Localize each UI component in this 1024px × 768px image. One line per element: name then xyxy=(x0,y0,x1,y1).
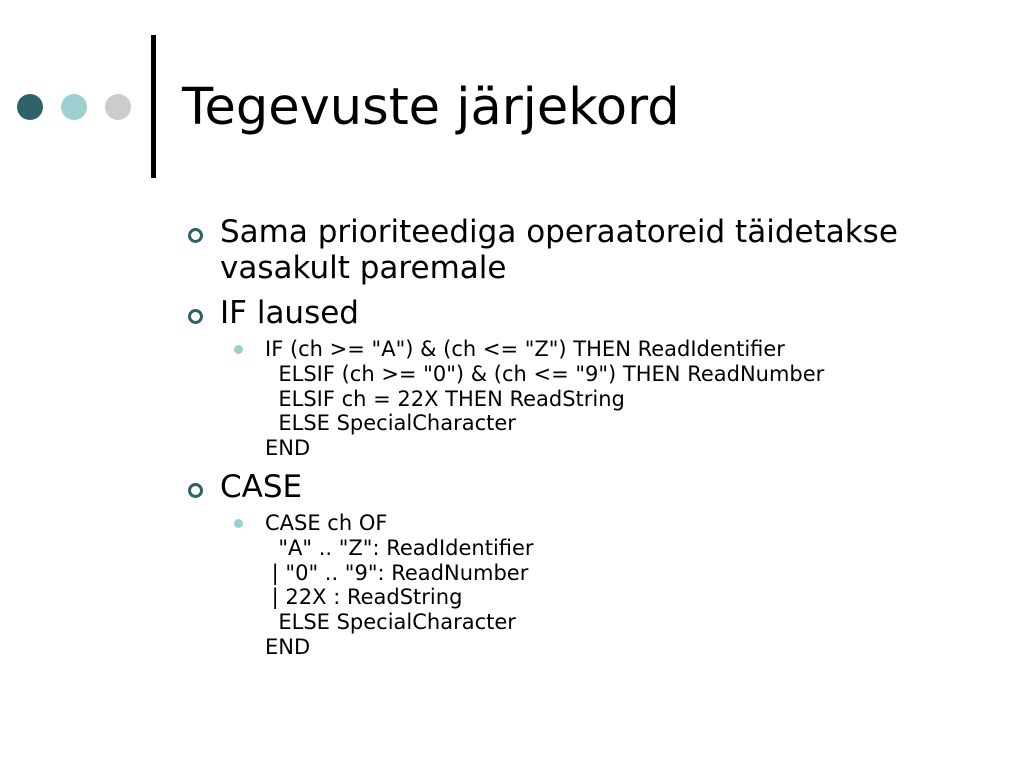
gray-dot-icon xyxy=(105,94,131,120)
bullet-item-operator-order xyxy=(185,214,975,286)
ring-bullet-icon xyxy=(188,309,203,324)
code-line: ELSIF (ch >= "0") & (ch <= "9") THEN ReadNumber xyxy=(265,361,825,386)
sub-bullet-case-code xyxy=(220,511,975,660)
code-line: IF (ch >= "A") & (ch <= "Z") THEN ReadIdentifier xyxy=(265,337,785,361)
code-line: END xyxy=(265,634,311,659)
title-divider xyxy=(151,35,156,178)
bullet-item-case xyxy=(185,469,975,505)
bullet-text-line: vasakult paremale xyxy=(220,250,507,286)
code-line: CASE ch OF xyxy=(265,510,388,535)
dot-bullet-icon xyxy=(234,345,243,354)
ring-bullet-icon xyxy=(188,483,203,498)
bullet-item-if xyxy=(185,295,975,331)
code-line: | 22X : ReadString xyxy=(265,585,463,610)
code-line: END xyxy=(265,436,311,461)
code-line: | "0" .. "9": ReadNumber xyxy=(265,560,529,585)
sub-bullet-if-code xyxy=(220,337,975,461)
code-line: ELSE SpecialCharacter xyxy=(265,610,516,635)
bullet-text-line: IF laused xyxy=(220,295,359,331)
dark-dot-icon xyxy=(17,94,43,120)
slide-body xyxy=(185,214,975,660)
ring-bullet-icon xyxy=(188,228,203,243)
bullet-text-line: CASE xyxy=(220,468,303,505)
slide-title: Tegevuste järjekord xyxy=(182,78,680,137)
code-line: ELSE SpecialCharacter xyxy=(265,411,516,436)
teal-dot-icon xyxy=(61,94,87,120)
code-line: ELSIF ch = 22X THEN ReadString xyxy=(265,386,625,411)
bullet-text-line: Sama prioriteediga operaatoreid täidetakse xyxy=(220,214,898,250)
code-line: "A" .. "Z": ReadIdentifier xyxy=(265,535,534,560)
dot-bullet-icon xyxy=(234,519,243,528)
